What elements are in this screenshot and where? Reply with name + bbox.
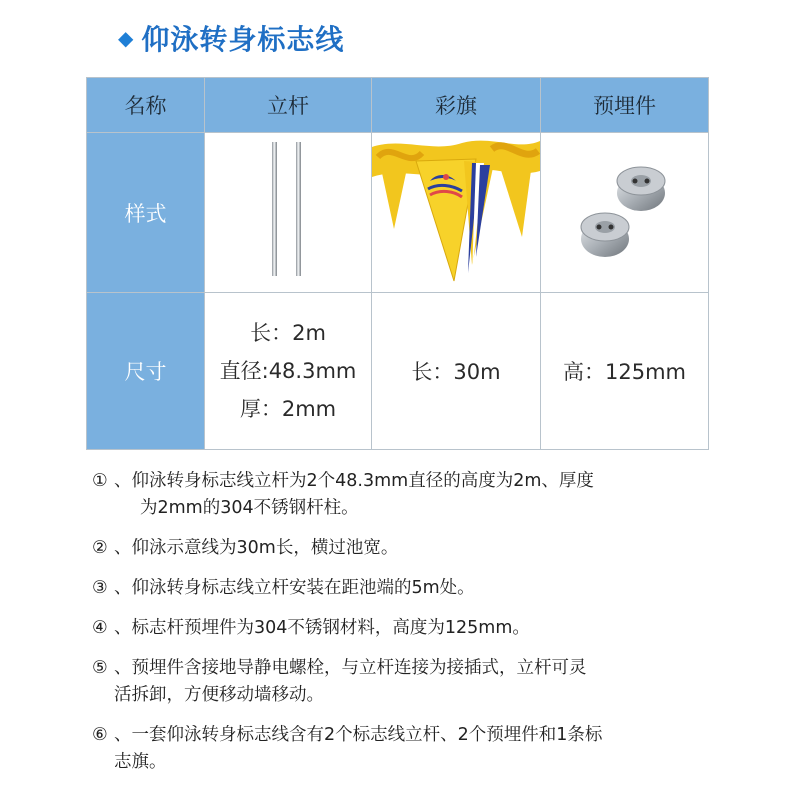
note-text: 、标志杆预埋件为304不锈钢材料，高度为125mm。 [114,618,530,638]
note-text-continued: 志旗。 [114,752,167,772]
note-number: ① [92,471,108,491]
note-text: 、仰泳示意线为30m长，横过池宽。 [114,538,399,558]
flag-pennant-left [382,173,406,229]
pole-left [272,142,277,276]
header-flag: 彩旗 [372,78,541,133]
embed-image [565,155,685,265]
spec-table [86,77,709,450]
note-text: 、一套仰泳转身标志线含有2个标志线立杆、2个预埋件和1条标 [114,725,603,745]
pole-image [258,140,318,280]
note-text: 、仰泳转身标志线立杆为2个48.3mm直径的高度为2m、厚度 [114,471,594,491]
note-text-continued: 为2mm的304不锈钢杆柱。 [140,498,359,518]
diamond-bullet-icon: ◆ [118,26,134,50]
header-name: 名称 [87,78,205,133]
pole-right [296,142,301,276]
table-row-size [87,293,709,450]
note-number: ③ [92,578,108,598]
pole-image-cell [205,133,372,293]
note-item [92,575,732,602]
note-number: ⑤ [92,658,108,678]
embed-part-2 [581,213,629,257]
note-item [92,722,732,776]
flag-size-cell: 长：30m [372,293,541,450]
note-item [92,655,732,709]
note-text-continued: 活拆卸，方便移动墙移动。 [114,685,324,705]
embed-size-cell: 高：125mm [541,293,709,450]
flag-pennant-right [500,163,532,237]
note-number: ④ [92,618,108,638]
flag-image-cell [372,133,541,293]
header-embed: 预埋件 [541,78,709,133]
note-text: 、仰泳转身标志线立杆安装在距池端的5m处。 [114,578,475,598]
note-text: 、预埋件含接地导静电螺栓，与立杆连接为接插式，立杆可灵 [114,658,587,678]
note-item [92,468,732,522]
pole-size-cell [205,293,372,450]
note-item [92,535,732,562]
pole-thickness: 厚：2mm [239,397,337,421]
embed-image-cell [541,133,709,293]
note-number: ② [92,538,108,558]
row-label-size: 尺寸 [87,293,205,450]
table-header-row [87,78,709,133]
pole-length: 长：2m [250,321,326,345]
embed-part-1 [617,167,665,211]
flag-image [372,133,540,287]
table-row-style [87,133,709,293]
page-title: 仰泳转身标志线 [141,23,345,56]
pole-diameter: 直径:48.3mm [219,359,357,383]
note-number: ⑥ [92,725,108,745]
header-pole: 立杆 [205,78,372,133]
page-title-block [118,18,344,58]
notes-list [92,468,732,789]
row-label-style: 样式 [87,133,205,293]
note-item [92,615,732,642]
